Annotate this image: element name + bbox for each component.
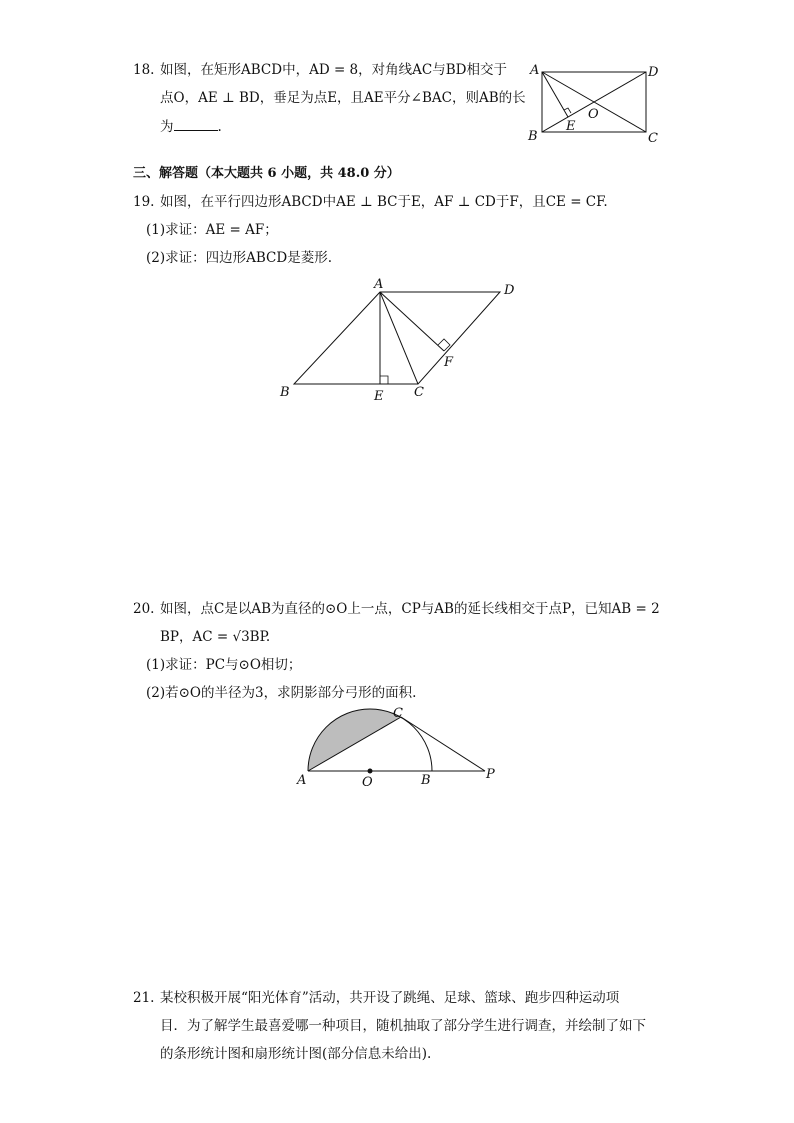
shaded-segment <box>308 709 401 771</box>
label-a: A <box>374 277 384 292</box>
label-d: D <box>648 65 659 80</box>
segment-ae <box>542 72 568 117</box>
rectangle-figure <box>520 60 670 150</box>
question-text-line: 点O，AE ⊥ BD，垂足为点E，且AE平分∠BAC，则AB的长 <box>160 90 526 106</box>
segment-ac <box>380 292 418 384</box>
answer-prefix: 为 <box>160 119 174 135</box>
label-a: A <box>530 63 540 78</box>
label-c: C <box>393 706 403 721</box>
parallelogram-figure <box>270 270 530 410</box>
question-text-line: 某校积极开展“阳光体育”活动，共开设了跳绳、足球、篮球、跑步四种运动项 <box>160 990 620 1006</box>
label-b: B <box>421 773 431 788</box>
label-f: F <box>444 355 454 370</box>
answer-suffix: . <box>217 119 222 135</box>
question-text-line: 如图，在平行四边形ABCD中AE ⊥ BC于E，AF ⊥ CD于F，且CE = CF. <box>160 194 608 210</box>
answer-blank <box>174 116 218 131</box>
question-text-line: 如图，在矩形ABCD中，AD = 8，对角线AC与BD相交于 <box>160 62 507 78</box>
label-d: D <box>504 283 515 298</box>
question-number: 19. <box>133 194 155 210</box>
center-point <box>368 769 373 774</box>
label-p: P <box>486 767 495 782</box>
question-part: (2)若⊙O的半径为3，求阴影部分弓形的面积. <box>146 685 417 701</box>
question-text-line: 如图，点C是以AB为直径的⊙O上一点，CP与AB的延长线相交于点P，已知AB = 2 <box>160 601 660 617</box>
label-a: A <box>297 773 307 788</box>
question-number: 21. <box>133 990 155 1006</box>
section-title: 三、解答题（本大题共 6 小题，共 48.0 分） <box>133 166 400 181</box>
label-c: C <box>414 385 424 400</box>
segment-af <box>380 292 444 351</box>
question-text-line: BP，AC = √3BP. <box>160 629 271 645</box>
label-o: O <box>588 107 599 122</box>
label-c: C <box>648 131 658 146</box>
label-e: E <box>566 119 576 134</box>
right-angle-mark-e <box>380 376 388 384</box>
question-text-line <box>160 116 222 137</box>
parallelogram-abcd <box>294 292 500 384</box>
label-b: B <box>528 129 538 144</box>
label-b: B <box>280 385 290 400</box>
label-e: E <box>374 389 384 404</box>
question-text-line: 目．为了解学生最喜爱哪一种项目，随机抽取了部分学生进行调查，并绘制了如下 <box>160 1018 646 1034</box>
segment-cp <box>401 717 485 771</box>
question-text-line: 的条形统计图和扇形统计图(部分信息未给出). <box>160 1046 432 1062</box>
circle-figure <box>285 700 505 795</box>
label-o: O <box>362 775 373 790</box>
question-number: 18. <box>133 62 155 78</box>
question-part: (1)求证：PC与⊙O相切； <box>146 657 302 673</box>
question-part: (1)求证：AE = AF； <box>146 222 278 238</box>
question-part: (2)求证：四边形ABCD是菱形. <box>146 250 332 266</box>
question-number: 20. <box>133 601 155 617</box>
right-angle-mark-f <box>438 339 450 351</box>
